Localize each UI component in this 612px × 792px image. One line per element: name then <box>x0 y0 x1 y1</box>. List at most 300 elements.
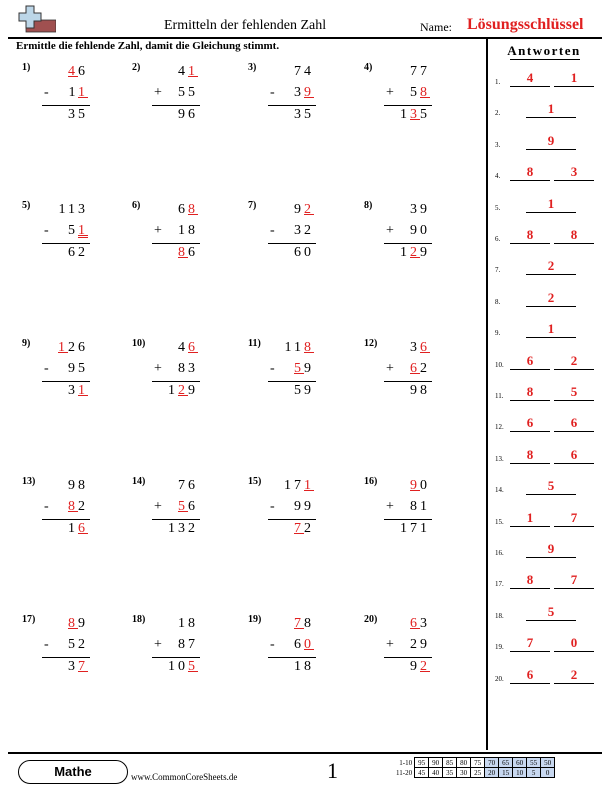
answer-value: 1 <box>547 321 555 337</box>
operand-row <box>294 85 314 101</box>
problem-number: 17) <box>22 614 36 625</box>
minuend-row <box>68 478 88 494</box>
problem-number: 11) <box>248 338 261 349</box>
answers-title: Antworten <box>507 43 581 58</box>
answer-value: 8 <box>526 384 534 399</box>
answer-row <box>486 667 606 687</box>
answer-number: 15. <box>495 517 504 526</box>
digit: 6 <box>420 340 430 355</box>
digit: 3 <box>294 85 304 100</box>
result-row <box>178 107 198 123</box>
answer-line <box>510 180 550 181</box>
plus-sign: + <box>386 361 394 376</box>
digit: 9 <box>420 245 430 260</box>
problem <box>132 476 222 566</box>
digit: 2 <box>304 202 314 217</box>
problem-number: 6) <box>132 200 141 211</box>
result-row <box>294 383 314 399</box>
digit: 9 <box>410 478 420 493</box>
minuend-row <box>178 340 198 356</box>
minuend-row <box>68 64 88 80</box>
result-row <box>68 659 88 675</box>
answer-line <box>510 400 550 401</box>
score-cell: 25 <box>471 768 485 778</box>
plus-sign: + <box>154 361 162 376</box>
digit: 9 <box>68 361 78 376</box>
digit: 4 <box>178 64 188 79</box>
problem <box>364 200 454 290</box>
digit: 8 <box>188 202 198 217</box>
score-range-label: 11-20 <box>396 768 413 777</box>
minuend-row <box>178 616 198 632</box>
digit: 7 <box>294 521 304 536</box>
digit: 6 <box>188 499 198 514</box>
digit: 8 <box>420 85 430 100</box>
problem <box>22 614 112 704</box>
answer-line <box>510 651 550 652</box>
sum-line <box>384 105 432 106</box>
sum-line <box>384 243 432 244</box>
digit: 6 <box>68 245 78 260</box>
answers-title-underline <box>510 59 580 60</box>
problem-number: 7) <box>248 200 257 211</box>
digit: 1 <box>68 202 78 217</box>
plus-sign: + <box>386 499 394 514</box>
problem <box>132 614 222 704</box>
answer-value: 1 <box>547 195 555 211</box>
digit: 7 <box>420 64 430 79</box>
digit: 1 <box>78 85 88 100</box>
minus-sign: - <box>44 361 49 376</box>
score-cell: 5 <box>527 768 541 778</box>
plus-sign: + <box>386 85 394 100</box>
digit: 3 <box>68 383 78 398</box>
digit: 9 <box>304 383 314 398</box>
digit: 1 <box>400 521 410 536</box>
answer-line <box>510 431 550 432</box>
digit: 7 <box>78 659 88 674</box>
digit: 1 <box>294 659 304 674</box>
sum-line <box>268 381 316 382</box>
answer-line <box>554 683 594 684</box>
answer-number: 20. <box>495 674 504 683</box>
score-cell: 15 <box>499 768 513 778</box>
digit: 1 <box>168 383 178 398</box>
digit: 1 <box>78 383 88 398</box>
result-row <box>400 521 430 537</box>
answer-line <box>526 337 576 338</box>
minuend-row <box>410 340 430 356</box>
answer-value: 6 <box>526 415 534 431</box>
digit: 6 <box>78 521 88 536</box>
answer-value: 6 <box>570 415 578 431</box>
result-row <box>294 521 314 537</box>
digit: 9 <box>188 383 198 398</box>
digit: 8 <box>178 637 188 652</box>
operand-row <box>68 499 88 515</box>
answer-row <box>486 572 606 592</box>
digit: 4 <box>304 64 314 79</box>
operand-row <box>178 637 198 653</box>
digit: 5 <box>420 107 430 122</box>
answer-row <box>486 70 606 90</box>
minuend-row <box>294 616 314 632</box>
brand-badge: Mathe <box>18 760 128 784</box>
answer-value: 4 <box>526 70 534 85</box>
answer-number: 5. <box>495 203 501 212</box>
digit: 6 <box>188 107 198 122</box>
problem-number: 9) <box>22 338 31 349</box>
problem-number: 2) <box>132 62 141 73</box>
operand-row <box>294 223 314 239</box>
problem <box>132 62 222 152</box>
operand-row <box>410 85 430 101</box>
digit: 1 <box>420 499 430 514</box>
plus-logo-icon <box>16 4 56 34</box>
answer-value: 2 <box>547 258 555 274</box>
answer-line <box>510 243 550 244</box>
instructions: Ermittle die fehlende Zahl, damit die Gleichung stimmt. <box>16 40 280 52</box>
digit: 1 <box>58 202 68 217</box>
answer-row <box>486 541 606 561</box>
answer-line <box>526 306 576 307</box>
answer-line <box>554 651 594 652</box>
score-cell: 90 <box>429 758 443 768</box>
operand-row <box>410 499 430 515</box>
answer-row <box>486 384 606 404</box>
answer-number: 17. <box>495 580 504 589</box>
digit: 0 <box>304 245 314 260</box>
sum-line <box>152 657 200 658</box>
score-cell: 65 <box>499 758 513 768</box>
result-row <box>294 659 314 675</box>
problem <box>248 338 338 428</box>
operand-row <box>178 361 198 377</box>
sum-line <box>268 243 316 244</box>
sum-line <box>152 519 200 520</box>
digit: 2 <box>420 659 430 674</box>
answer-line <box>526 557 576 558</box>
problem-number: 14) <box>132 476 146 487</box>
answer-line <box>554 588 594 589</box>
result-row <box>168 383 198 399</box>
digit: 8 <box>188 616 198 631</box>
digit: 1 <box>68 85 78 100</box>
digit: 7 <box>294 478 304 493</box>
answer-value: 5 <box>547 603 555 619</box>
minus-sign: - <box>44 85 49 100</box>
digit: 1 <box>400 107 410 122</box>
plus-sign: + <box>154 637 162 652</box>
score-cell: 40 <box>429 768 443 778</box>
result-row <box>410 659 430 675</box>
answer-value: 8 <box>570 227 578 242</box>
problem <box>364 614 454 704</box>
result-row <box>168 521 198 537</box>
answer-number: 12. <box>495 423 504 432</box>
answer-line <box>526 212 576 213</box>
digit: 1 <box>58 340 68 355</box>
minuend-row <box>294 202 314 218</box>
problem-number: 20) <box>364 614 378 625</box>
answer-value: 1 <box>526 509 534 525</box>
answer-value: 1 <box>570 70 578 85</box>
answer-row <box>486 101 606 121</box>
minuend-row <box>178 478 198 494</box>
answer-value: 6 <box>526 666 534 682</box>
minuend-row <box>410 64 430 80</box>
digit: 5 <box>178 499 188 514</box>
digit: 5 <box>410 85 420 100</box>
problem <box>248 614 338 704</box>
result-row <box>68 107 88 123</box>
digit: 1 <box>68 521 78 536</box>
answer-line <box>526 149 576 150</box>
digit: 6 <box>178 202 188 217</box>
operand-row <box>178 85 198 101</box>
result-row <box>294 107 314 123</box>
digit: 9 <box>304 361 314 376</box>
answer-number: 4. <box>495 172 501 181</box>
digit: 1 <box>178 616 188 631</box>
digit: 6 <box>294 245 304 260</box>
answer-row <box>486 133 606 153</box>
answer-value: 8 <box>526 227 534 242</box>
digit: 8 <box>178 245 188 260</box>
answer-row <box>486 196 606 216</box>
sum-line <box>42 657 90 658</box>
minus-sign: - <box>270 499 275 514</box>
result-row <box>68 383 88 399</box>
answer-line <box>510 588 550 589</box>
digit: 7 <box>410 64 420 79</box>
sum-line <box>42 519 90 520</box>
sum-line <box>42 381 90 382</box>
answer-row <box>486 290 606 310</box>
digit: 0 <box>178 659 188 674</box>
sum-line <box>384 657 432 658</box>
answer-number: 16. <box>495 549 504 557</box>
answer-number: 13. <box>495 454 504 463</box>
problem <box>22 62 112 152</box>
answer-line <box>554 180 594 181</box>
answer-line <box>554 243 594 244</box>
minus-sign: - <box>270 85 275 100</box>
digit: 2 <box>68 340 78 355</box>
answer-line <box>526 620 576 621</box>
answer-line <box>554 431 594 432</box>
problem <box>364 476 454 566</box>
digit: 1 <box>168 659 178 674</box>
digit: 3 <box>410 340 420 355</box>
page-number: 1 <box>327 758 338 783</box>
problem-number: 5) <box>22 200 31 211</box>
digit: 7 <box>178 478 188 493</box>
digit: 9 <box>410 383 420 398</box>
answer-line <box>554 463 594 464</box>
minuend-row <box>410 478 430 494</box>
minus-sign: - <box>270 637 275 652</box>
digit: 5 <box>188 85 198 100</box>
digit: 6 <box>188 245 198 260</box>
sum-line <box>152 381 200 382</box>
name-label: Name: <box>420 20 452 34</box>
score-cell: 60 <box>513 758 527 768</box>
answer-row <box>486 415 606 435</box>
answer-number: 11. <box>495 392 504 400</box>
answer-value: 5 <box>570 384 578 399</box>
digit: 5 <box>68 637 78 652</box>
answer-number: 10. <box>495 360 504 369</box>
score-cell: 10 <box>513 768 527 778</box>
digit: 3 <box>68 107 78 122</box>
digit: 4 <box>178 340 188 355</box>
digit: 3 <box>410 202 420 217</box>
answer-row <box>486 447 606 467</box>
answer-value: 7 <box>526 635 534 651</box>
answer-line <box>526 494 576 495</box>
answer-line <box>554 86 594 87</box>
result-row <box>400 107 430 123</box>
answer-number: 2. <box>495 109 501 118</box>
operand-row <box>294 637 314 653</box>
digit: 1 <box>294 340 304 355</box>
minuend-row <box>410 616 430 632</box>
digit: 1 <box>420 521 430 536</box>
plus-sign: + <box>154 223 162 238</box>
problem-number: 15) <box>248 476 262 487</box>
result-row <box>410 383 430 399</box>
answer-value: 9 <box>547 132 555 148</box>
answer-row <box>486 227 606 247</box>
digit: 9 <box>294 499 304 514</box>
answer-value: 7 <box>570 509 578 525</box>
problem <box>132 338 222 428</box>
score-cell: 75 <box>471 758 485 768</box>
problem-number: 8) <box>364 200 373 211</box>
digit: 1 <box>188 64 198 79</box>
digit: 5 <box>188 659 198 674</box>
digit: 6 <box>78 340 88 355</box>
digit: 7 <box>294 64 304 79</box>
digit: 0 <box>420 478 430 493</box>
minuend-row <box>178 64 198 80</box>
digit: 2 <box>304 223 314 238</box>
answer-row <box>486 635 606 655</box>
problem-number: 13) <box>22 476 36 487</box>
problem <box>22 476 112 566</box>
answer-value: 8 <box>526 572 534 588</box>
score-cell: 55 <box>527 758 541 768</box>
answer-line <box>526 117 576 118</box>
score-cell: 50 <box>541 758 555 768</box>
digit: 0 <box>304 637 314 652</box>
digit: 2 <box>188 521 198 536</box>
digit: 8 <box>304 659 314 674</box>
minuend-row <box>410 202 430 218</box>
result-row <box>168 659 198 675</box>
problem-number: 12) <box>364 338 378 349</box>
answer-value: 6 <box>526 352 534 368</box>
operand-row <box>69 85 88 101</box>
digit: 5 <box>304 107 314 122</box>
digit: 2 <box>410 245 420 260</box>
sum-line <box>268 105 316 106</box>
minus-sign: - <box>44 499 49 514</box>
minuend-row <box>59 202 88 218</box>
digit: 9 <box>420 637 430 652</box>
answer-number: 19. <box>495 643 504 652</box>
problem <box>22 200 112 290</box>
digit: 3 <box>294 223 304 238</box>
plus-sign: + <box>386 637 394 652</box>
minuend-row <box>294 64 314 80</box>
digit: 5 <box>294 383 304 398</box>
worksheet-title: Ermitteln der fehlenden Zahl <box>164 18 327 33</box>
problem-number: 10) <box>132 338 146 349</box>
digit: 1 <box>284 478 294 493</box>
sum-line <box>152 243 200 244</box>
digit: 5 <box>178 85 188 100</box>
answer-row <box>486 164 606 184</box>
answer-value: 1 <box>547 101 555 117</box>
digit: 8 <box>178 361 188 376</box>
answer-line <box>554 526 594 527</box>
problem <box>248 200 338 290</box>
digit: 3 <box>420 616 430 631</box>
minuend-row <box>285 340 314 356</box>
digit: 9 <box>68 478 78 493</box>
digit: 8 <box>304 340 314 355</box>
digit: 1 <box>304 478 314 493</box>
digit: 7 <box>410 521 420 536</box>
answer-value: 8 <box>526 164 534 180</box>
digit: 1 <box>400 245 410 260</box>
answer-line <box>510 86 550 87</box>
footer-divider <box>8 752 602 754</box>
digit: 1 <box>168 521 178 536</box>
score-cell: 30 <box>457 768 471 778</box>
digit: 5 <box>294 361 304 376</box>
sum-line <box>384 519 432 520</box>
problem <box>248 62 338 152</box>
digit: 9 <box>410 659 420 674</box>
plus-sign: + <box>154 85 162 100</box>
digit: 7 <box>188 637 198 652</box>
answer-value: 5 <box>547 478 555 494</box>
digit: 8 <box>420 383 430 398</box>
minus-sign: - <box>44 223 49 238</box>
answer-number: 3. <box>495 140 501 149</box>
minuend-row <box>68 616 88 632</box>
digit: 8 <box>68 499 78 514</box>
digit: 9 <box>420 202 430 217</box>
digit: 6 <box>410 361 420 376</box>
digit: 9 <box>304 85 314 100</box>
digit: 2 <box>178 383 188 398</box>
digit: 3 <box>68 659 78 674</box>
sum-line <box>268 519 316 520</box>
plus-sign: + <box>386 223 394 238</box>
result-row <box>68 521 88 537</box>
digit: 2 <box>78 499 88 514</box>
digit: 5 <box>78 361 88 376</box>
digit: 9 <box>304 499 314 514</box>
problem <box>132 200 222 290</box>
answer-line <box>510 369 550 370</box>
digit: 0 <box>420 223 430 238</box>
header-divider <box>8 37 602 39</box>
